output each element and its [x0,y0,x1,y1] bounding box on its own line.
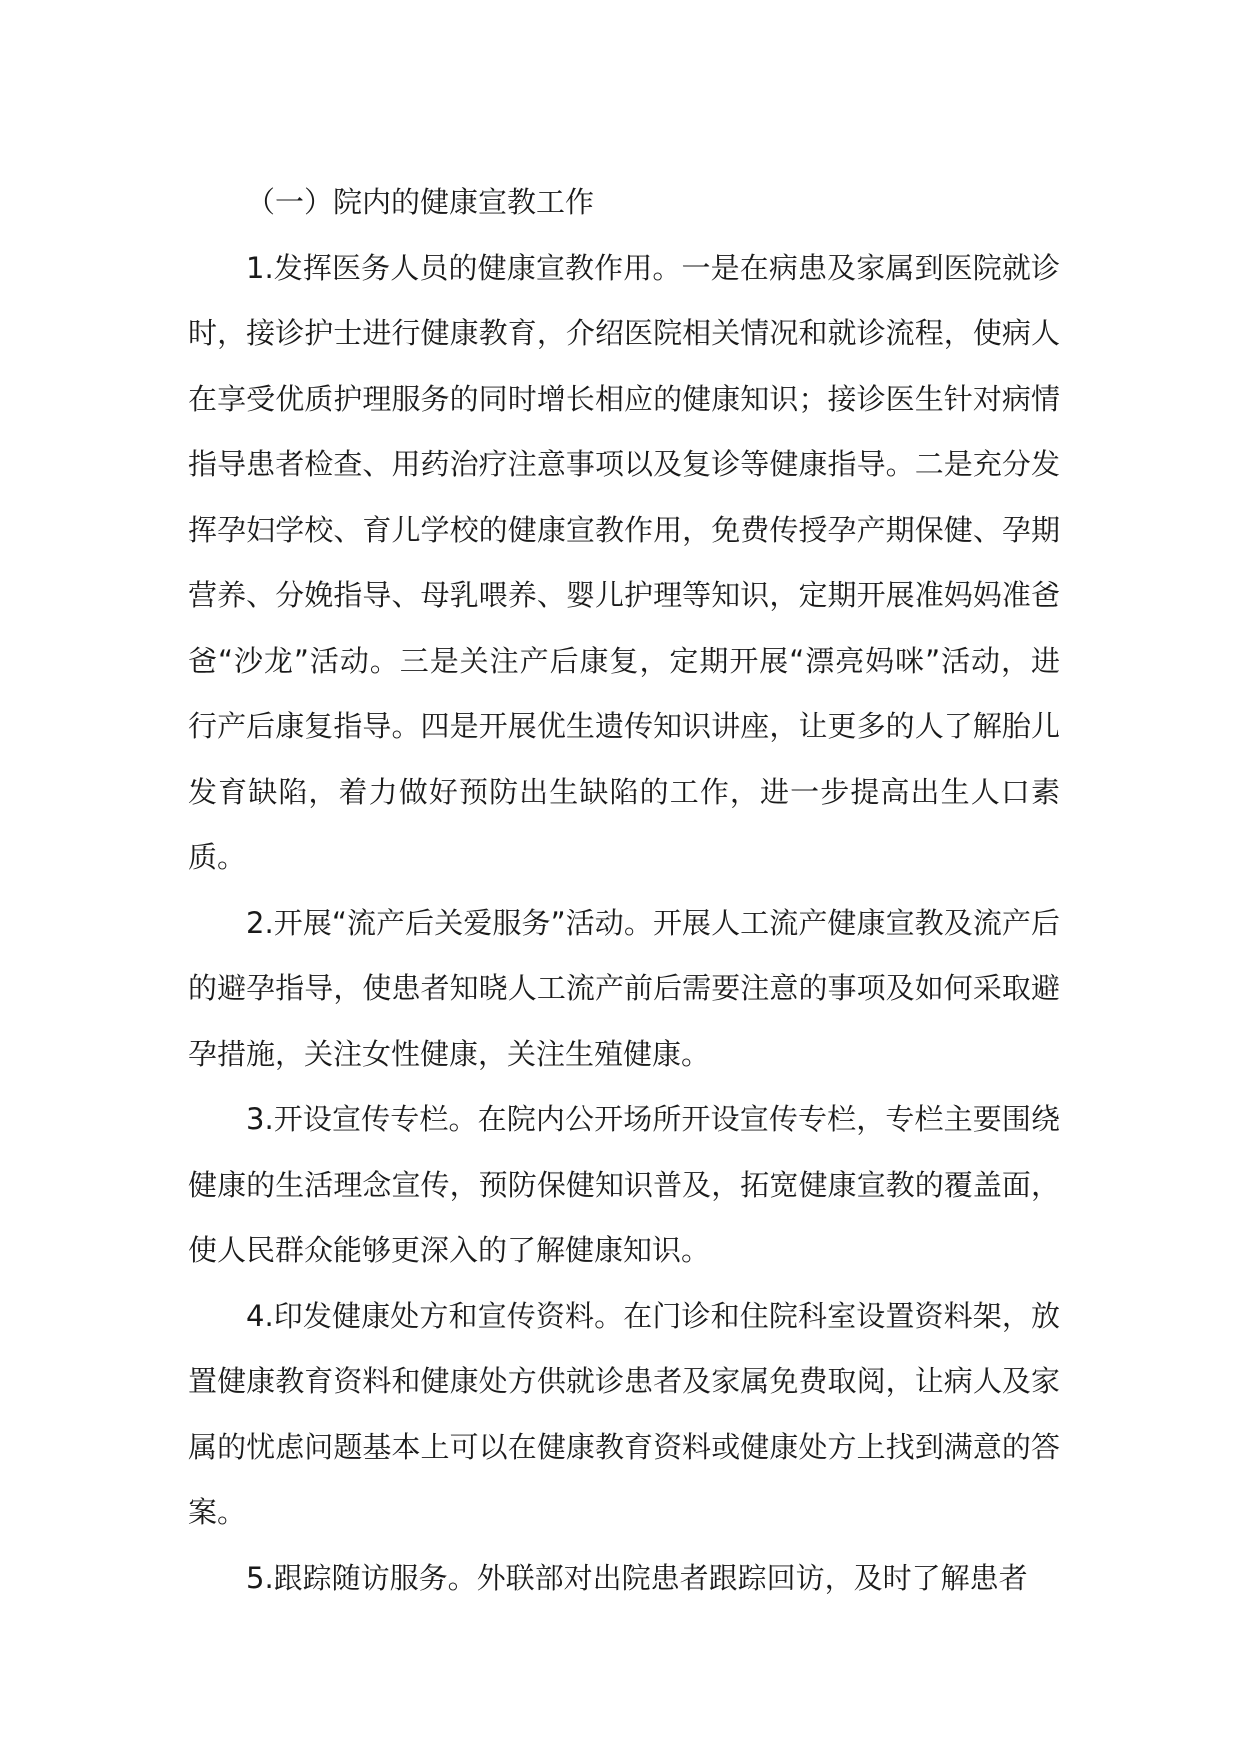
document-body [188,170,1060,1611]
paragraph-5: 5.跟踪随访服务。外联部对出院患者跟踪回访，及时了解患者 [246,1560,1028,1595]
section-heading: （一）院内的健康宣教工作 [246,185,595,219]
paragraph-3: 3.开设宣传专栏。在院内公开场所开设宣传专栏，专栏主要围绕健康的生活理念宣传，预防保健知识普及，拓宽健康宣教的覆盖面，使人民群众能够更深入的了解健康知识。 [188,1102,1060,1267]
paragraph-2: 2.开展“流产后关爱服务”活动。开展人工流产健康宣教及流产后的避孕指导，使患者知晓人工流产前后需要注意的事项及如何采取避孕措施，关注女性健康，关注生殖健康。 [188,905,1060,1071]
paragraph-4: 4.印发健康处方和宣传资料。在门诊和住院科室设置资料架，放置健康教育资料和健康处方供就诊患者及家属免费取阅，让病人及家属的忧虑问题基本上可以在健康教育资料或健康处方上找到满意的答案。 [188,1298,1060,1529]
paragraph-1: 1.发挥医务人员的健康宣教作用。一是在病患及家属到医院就诊时，接诊护士进行健康教育，介绍医院相关情况和就诊流程，使病人在享受优质护理服务的同时增长相应的健康知识；接诊医生针对病情指导患者检查、用药治疗注意事项以及复诊等健康指导。二是充分发挥孕妇学校、育儿学校的健康宣教作用，免费传授孕产期保健、孕期营养、分娩指导、母乳喂养、婴儿护理等知识，定期开展准妈妈准爸爸“沙龙”活动。三是关注产后康复，定期开展“漂亮妈咪”活动，进行产后康复指导。四是开展优生遗传知识讲座，让更多的人了解胎儿发育缺陷，着力做好预防出生缺陷的工作，进一步提高出生人口素质。 [188,250,1060,874]
